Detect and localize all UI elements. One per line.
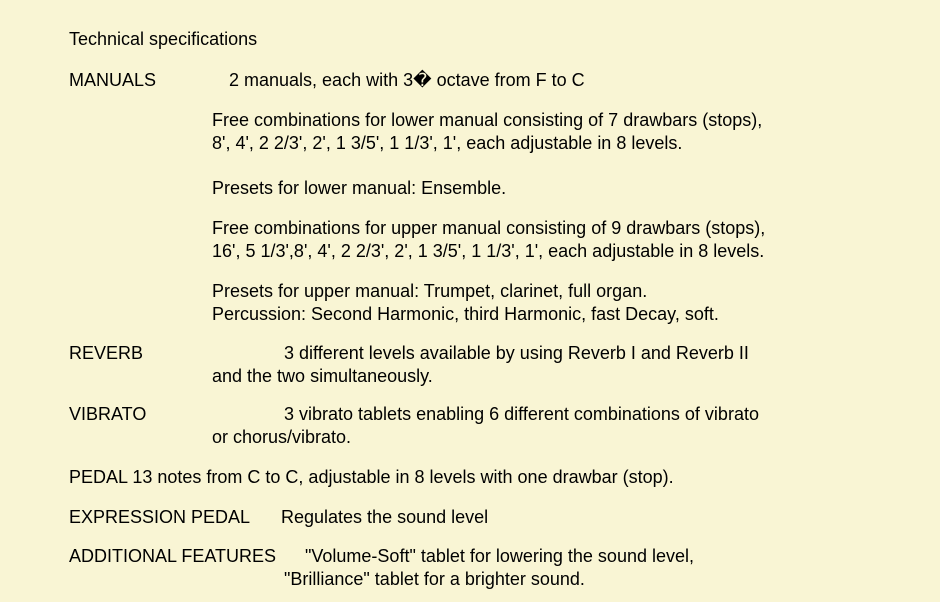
pedal-spec: PEDAL 13 notes from C to C, adjustable in 8 levels with one drawbar (stop). bbox=[69, 467, 674, 487]
percussion: Percussion: Second Harmonic, third Harmonic, fast Decay, soft. bbox=[212, 304, 719, 324]
document-title: Technical specifications bbox=[69, 29, 258, 49]
manuals-description: 2 manuals, each with 3� octave from F to C bbox=[229, 70, 585, 90]
reverb-line1: 3 different levels available by using Reverb I and Reverb II bbox=[284, 343, 749, 363]
vibrato-line1: 3 vibrato tablets enabling 6 different combinations of vibrato bbox=[284, 404, 759, 424]
vibrato-label: VIBRATO bbox=[69, 404, 147, 424]
lower-combinations-line1: Free combinations for lower manual consisting of 7 drawbars (stops), bbox=[212, 110, 763, 130]
additional-features-label: ADDITIONAL FEATURES bbox=[69, 546, 277, 566]
upper-combinations-line1: Free combinations for upper manual consisting of 9 drawbars (stops), bbox=[212, 218, 766, 238]
additional-features-line1: "Volume-Soft" tablet for lowering the sound level, bbox=[305, 546, 694, 566]
reverb-label: REVERB bbox=[69, 343, 144, 363]
manuals-label: MANUALS bbox=[69, 70, 157, 90]
reverb-line2: and the two simultaneously. bbox=[212, 366, 433, 386]
expression-pedal-text: Regulates the sound level bbox=[281, 507, 489, 527]
upper-combinations-line2: 16', 5 1/3',8', 4', 2 2/3', 2', 1 3/5', 1 1/3', 1', each adjustable in 8 levels. bbox=[212, 241, 765, 261]
lower-presets: Presets for lower manual: Ensemble. bbox=[212, 178, 507, 198]
lower-combinations-line2: 8', 4', 2 2/3', 2', 1 3/5', 1 1/3', 1', each adjustable in 8 levels. bbox=[212, 133, 683, 153]
vibrato-line2: or chorus/vibrato. bbox=[212, 427, 352, 447]
upper-presets: Presets for upper manual: Trumpet, clarinet, full organ. bbox=[212, 281, 648, 301]
expression-pedal-label: EXPRESSION PEDAL bbox=[69, 507, 251, 527]
additional-features-line2: "Brilliance" tablet for a brighter sound. bbox=[284, 569, 585, 589]
